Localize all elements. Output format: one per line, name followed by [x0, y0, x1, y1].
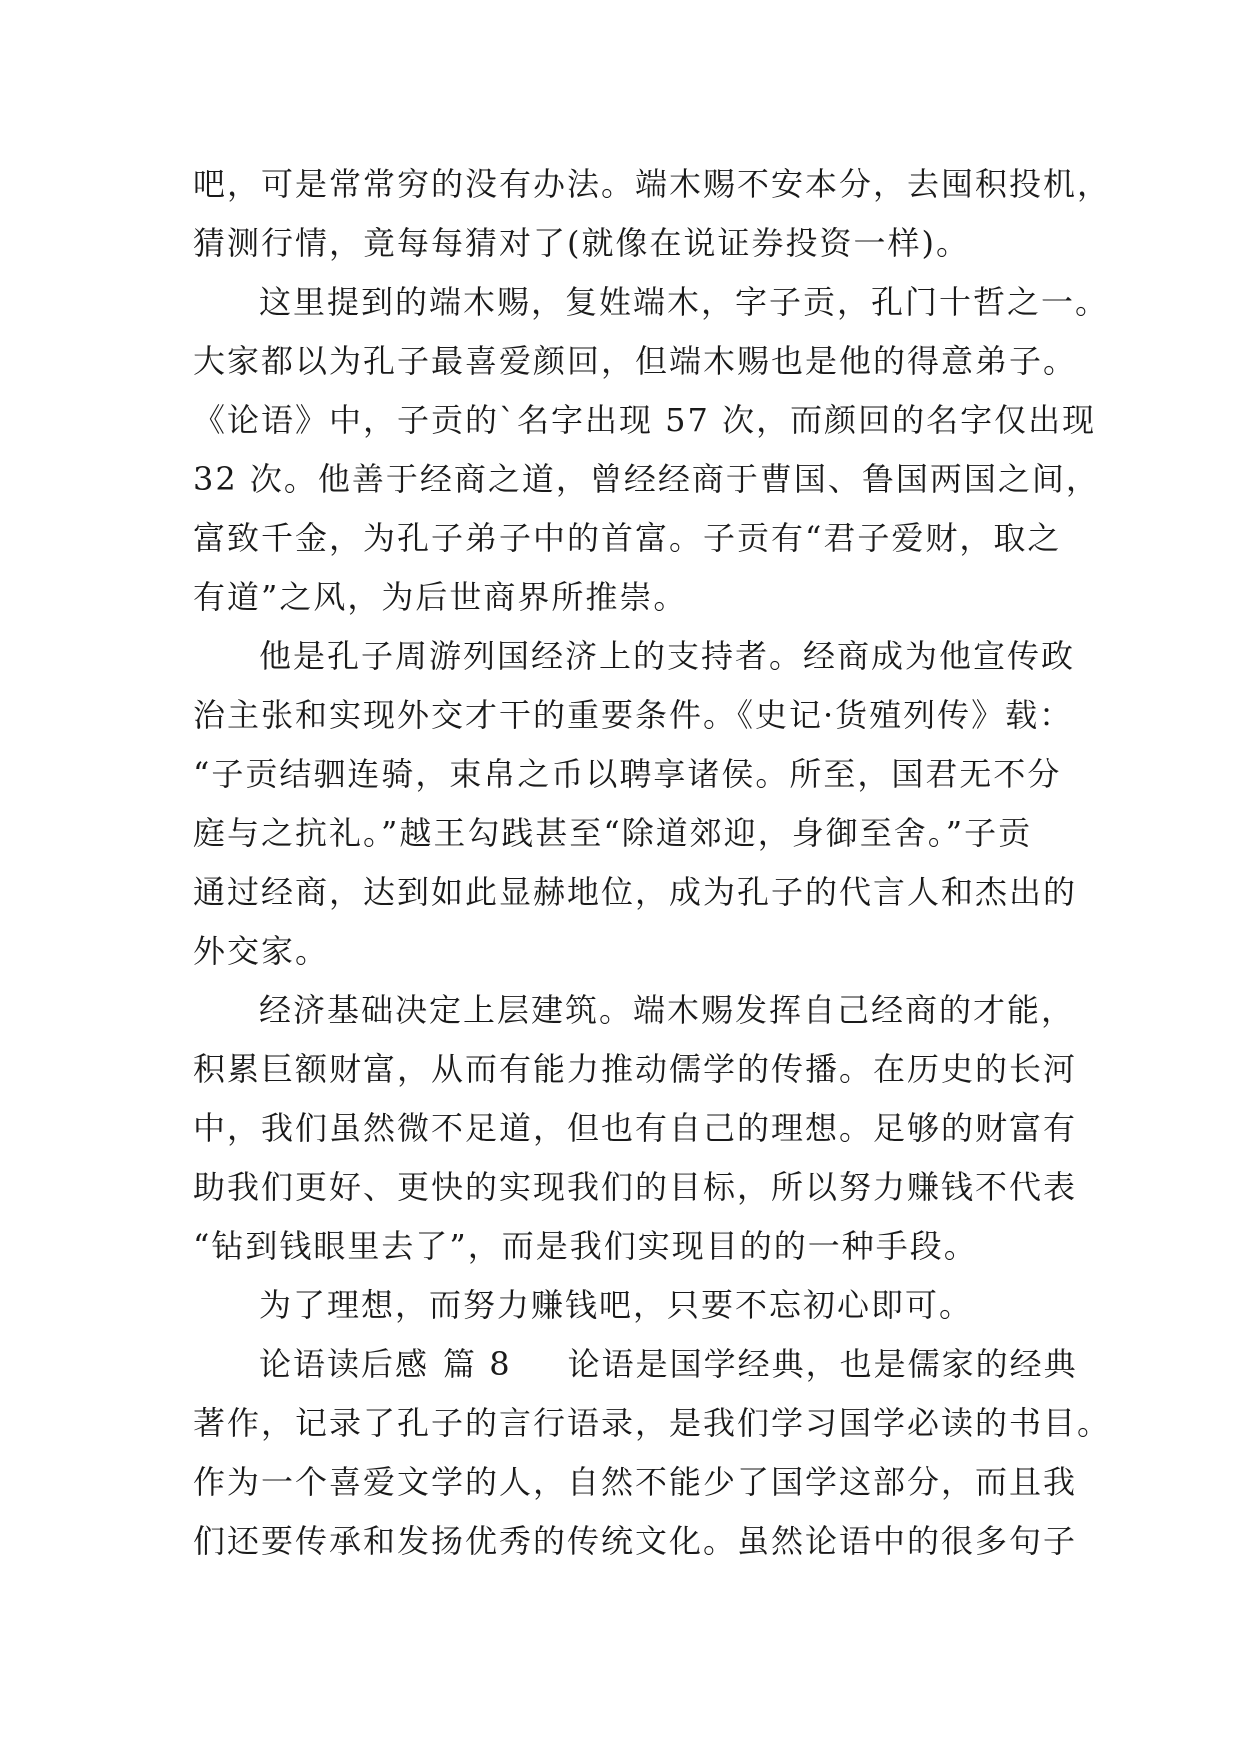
paragraph-start: 他是孔子周游列国经济上的支持者。经商成为他宣传政 [259, 637, 1076, 675]
text-line: 积累巨额财富，从而有能力推动儒学的传播。在历史的长河 [193, 1050, 1078, 1088]
text-line: 吧，可是常常穷的没有办法。端木赐不安本分，去囤积投机， [193, 165, 1112, 203]
paragraph-start: 为了理想，而努力赚钱吧，只要不忘初心即可。 [259, 1286, 974, 1324]
text-line: 们还要传承和发扬优秀的传统文化。虽然论语中的很多句子 [193, 1522, 1078, 1560]
text-line: 大家都以为孔子最喜爱颜回，但端木赐也是他的得意弟子。 [193, 342, 1078, 380]
text-line: 有道”之风，为后世商界所推崇。 [193, 578, 688, 616]
section-number: 篇 8 [443, 1345, 512, 1383]
text-line: “子贡结驷连骑，束帛之币以聘享诸侯。所至，国君无不分 [193, 755, 1062, 793]
text-line: 外交家。 [193, 932, 330, 970]
text-line: 著作，记录了孔子的言行语录，是我们学习国学必读的书目。 [193, 1404, 1112, 1442]
section-title: 论语读后感 [259, 1345, 430, 1383]
text-line: 庭与之抗礼。”越王勾践甚至“除道郊迎，身御至舍。”子贡 [193, 814, 1033, 852]
text-line: 通过经商，达到如此显赫地位，成为孔子的代言人和杰出的 [193, 873, 1078, 911]
text-line: 富致千金，为孔子弟子中的首富。子贡有“君子爱财，取之 [193, 519, 1062, 557]
text-line: 助我们更好、更快的实现我们的目标，所以努力赚钱不代表 [193, 1168, 1078, 1206]
body-text [193, 155, 1112, 1571]
text-line: “钻到钱眼里去了”，而是我们实现目的的一种手段。 [193, 1227, 978, 1265]
paragraph-start: 这里提到的端木赐，复姓端木，字子贡，孔门十哲之一。 [259, 283, 1110, 321]
text-line: 作为一个喜爱文学的人，自然不能少了国学这部分，而且我 [193, 1463, 1078, 1501]
paragraph-start: 经济基础决定上层建筑。端木赐发挥自己经商的才能， [259, 991, 1076, 1029]
text-line: 猜测行情，竟每每猜对了(就像在说证券投资一样)。 [193, 224, 970, 262]
section-first-text: 论语是国学经典，也是儒家的经典 [567, 1345, 1078, 1383]
text-line: 治主张和实现外交才干的重要条件。《史记·货殖列传》载： [193, 696, 1074, 734]
text-line: 32 次。他善于经商之道，曾经经商于曹国、鲁国两国之间， [193, 460, 1100, 498]
text-line: 中，我们虽然微不足道，但也有自己的理想。足够的财富有 [193, 1109, 1078, 1147]
text-line: 《论语》中，子贡的`名字出现 57 次，而颜回的名字仅出现 [193, 401, 1097, 439]
section-heading-line [193, 1335, 1078, 1394]
